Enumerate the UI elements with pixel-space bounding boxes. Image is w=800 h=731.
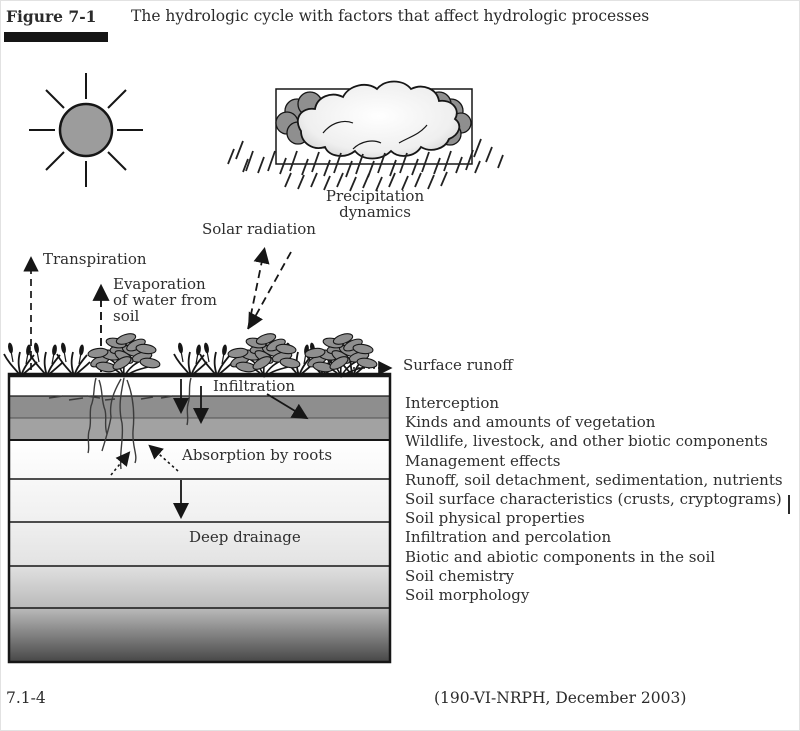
solar-radiation-up-arrow	[248, 251, 264, 329]
list-item: Wildlife, livestock, and other biotic components	[405, 432, 768, 451]
bush-icon	[304, 332, 377, 377]
bush-icon	[87, 332, 160, 377]
list-item: Kinds and amounts of vegetation	[405, 413, 656, 432]
infiltration-label: Infiltration	[213, 377, 296, 395]
list-item: Infiltration and percolation	[405, 528, 612, 547]
list-item: Soil surface characteristics (crusts, cryptograms)	[405, 490, 782, 509]
list-item: Soil physical properties	[405, 509, 585, 528]
solar-radiation-label: Solar radiation	[202, 220, 316, 238]
grass-icon	[200, 342, 233, 376]
rain-cloud-icon	[228, 82, 503, 192]
surface-runoff-label: Surface runoff	[403, 356, 513, 374]
list-item: Soil morphology	[405, 586, 530, 605]
document-reference: (190-VI-NRPH, December 2003)	[434, 689, 687, 707]
bush-icon	[227, 332, 300, 377]
list-item: Runoff, soil detachment, sedimentation, nutrients	[405, 470, 783, 489]
page-number: 7.1-4	[6, 689, 46, 707]
vegetation-row	[4, 332, 378, 377]
precipitation-dynamics-label: Precipitation dynamics	[325, 187, 425, 221]
figure-title: The hydrologic cycle with factors that affect hydrologic processes	[131, 7, 650, 25]
list-item: Interception	[405, 394, 500, 412]
sun-icon	[29, 73, 143, 187]
hydrologic-cycle-diagram	[1, 1, 800, 731]
grass-icon	[30, 342, 63, 376]
list-item: Soil chemistry	[405, 566, 514, 585]
evaporation-label: Evaporation of water from soil	[113, 275, 217, 325]
figure-label: Figure 7-1	[6, 7, 97, 26]
deep-drainage-label: Deep drainage	[189, 528, 301, 546]
list-item: Biotic and abiotic components in the soil	[405, 547, 716, 566]
list-item: Management effects	[405, 451, 561, 470]
absorption-by-roots-label: Absorption by roots	[182, 446, 333, 464]
scan-edge-mark	[788, 495, 790, 514]
transpiration-label: Transpiration	[43, 250, 147, 268]
soil-profile	[9, 374, 390, 662]
grass-icon	[57, 342, 90, 376]
hydrologic-factors-list	[405, 394, 783, 605]
